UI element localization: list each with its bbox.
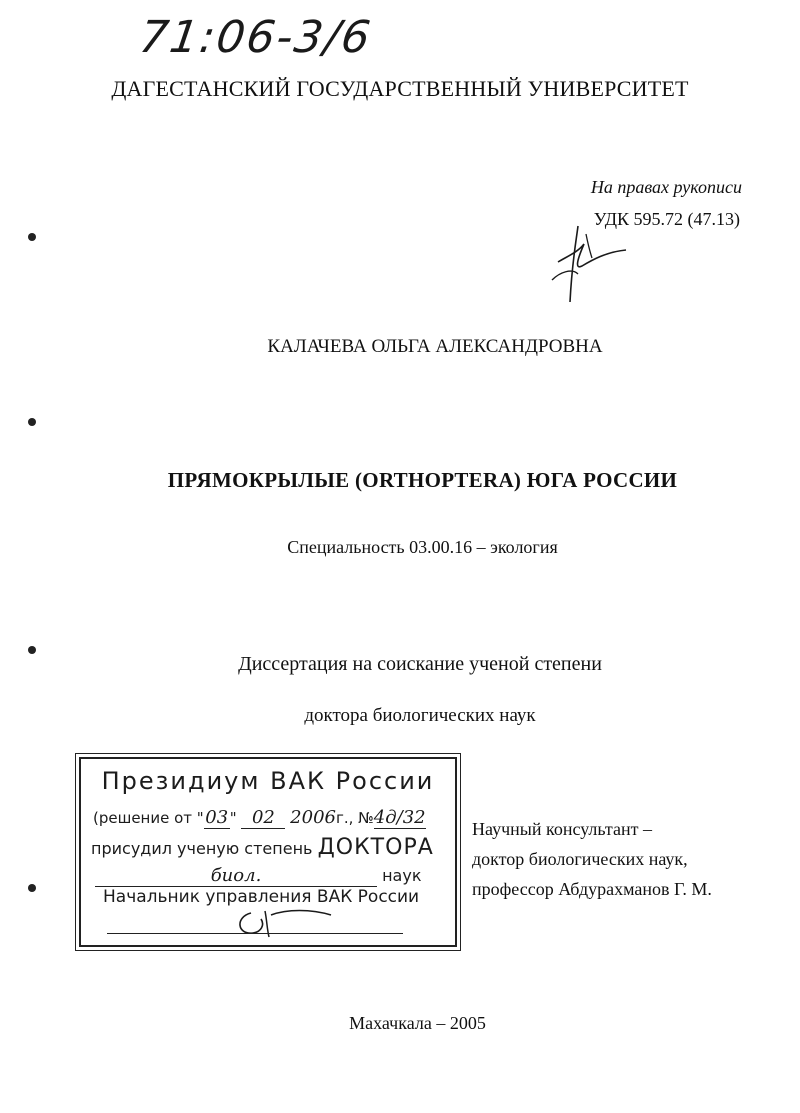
binding-hole-mark [28,233,36,241]
stamp-month: 02 [241,807,285,829]
handwritten-archive-number: 71:06-3/6 [136,12,376,63]
stamp-quote: " [229,809,237,827]
binding-hole-mark [28,646,36,654]
stamp-title: Президиум ВАК России [101,767,435,795]
stamp-head-title: Начальник управления ВАК России [103,887,420,907]
vak-approval-stamp [79,757,457,947]
stamp-degree-line [91,835,434,860]
dissertation-purpose-line1: Диссертация на соискание ученой степени [238,653,602,675]
scientific-consultant [472,814,712,904]
stamp-year: 2006 [290,807,336,828]
consultant-line1: Научный консультант – [472,819,652,839]
dissertation-purpose-line2: доктора биологических наук [304,705,536,726]
stamp-decision-prefix: (решение от " [93,809,204,827]
binding-hole-mark [28,418,36,426]
stamp-day: 03 [205,807,229,828]
consultant-line3: профессор Абдурахманов Г. М. [472,879,712,899]
stamp-field-suffix: наук [382,866,422,885]
binding-hole-mark [28,884,36,892]
university-name: ДАГЕСТАНСКИЙ ГОСУДАРСТВЕННЫЙ УНИВЕРСИТЕТ [111,76,689,101]
dissertation-title: ПРЯМОКРЫЛЫЕ (ORTHOPTERA) ЮГА РОССИИ [167,468,678,492]
signature-mark [548,222,638,304]
stamp-field: биол. [210,865,262,886]
speciality-line: Специальность 03.00.16 – экология [287,537,558,557]
stamp-decision-line [93,807,426,829]
consultant-line2: доктор биологических наук, [472,849,688,869]
author-name: КАЛАЧЕВА ОЛЬГА АЛЕКСАНДРОВНА [267,336,603,357]
udk-code: УДК 595.72 (47.13) [593,209,740,229]
stamp-degree: ДОКТОРА [317,835,434,860]
stamp-field-line [95,865,447,887]
stamp-signature-line [107,933,403,934]
stamp-decision-number: 4д/32 [373,807,426,828]
stamp-year-suffix: г., № [335,809,374,827]
manuscript-rights: На правах рукописи [590,177,742,197]
city-year: Махачкала – 2005 [349,1013,486,1033]
stamp-awarded-prefix: присудил ученую степень [91,839,313,858]
